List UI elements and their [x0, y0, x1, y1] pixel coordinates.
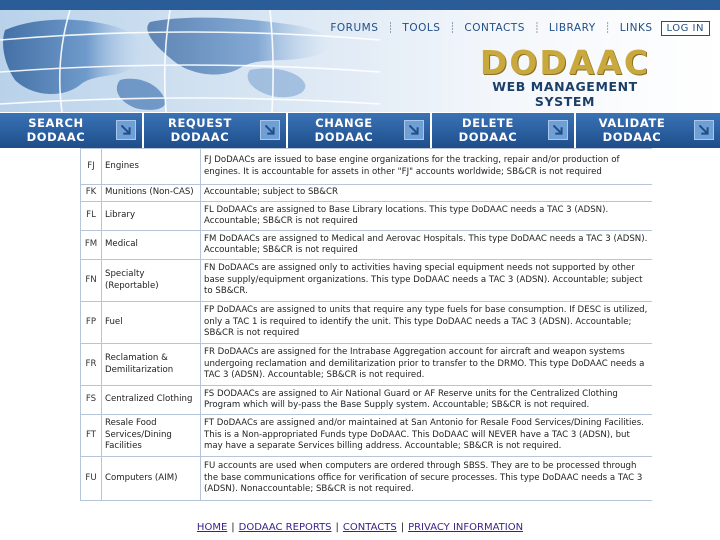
footer-separator: | — [335, 522, 339, 533]
delete-dodaac-button[interactable] — [432, 113, 576, 148]
type-code-cell: FS — [81, 386, 102, 415]
footer-dodaac-reports-link[interactable]: DODAAC REPORTS — [238, 522, 332, 533]
type-name-cell: Specialty (Reportable) — [102, 260, 201, 302]
type-name-cell: Fuel — [102, 302, 201, 344]
nav-tools-link[interactable]: TOOLS — [402, 22, 441, 34]
type-name-cell: Library — [102, 202, 201, 231]
arrow-down-right-icon — [404, 120, 424, 140]
request-dodaac-button[interactable] — [144, 113, 288, 148]
type-code-cell: FK — [81, 185, 102, 202]
action-label-line2: DODAAC — [458, 130, 518, 144]
type-code-cell: FT — [81, 415, 102, 457]
type-name-cell: Munitions (Non-CAS) — [102, 185, 201, 202]
type-code-cell: FU — [81, 457, 102, 501]
nav-separator: ┊ — [387, 22, 394, 34]
nav-separator: ┊ — [533, 22, 540, 34]
action-label-line2: DODAAC — [170, 130, 230, 144]
nav-forums-link[interactable]: FORUMS — [330, 22, 379, 34]
type-description-cell: FT DoDAACs are assigned and/or maintained at San Antonio for Resale Food Services/Dining Facilities. This is a Non-appropriated Funds type DoDAAC. This DoDAAC will NEVER have a TAC 3 (ADSN), but may have a separate Services billing address. Accountable; SB&CR is not required. — [201, 415, 653, 457]
type-description-cell: FM DoDAACs are assigned to Medical and Aerovac Hospitals. This type DoDAAC needs a TAC 3 (ADSN). Accountable; SB&CR is not required — [201, 231, 653, 260]
table-row — [81, 457, 653, 501]
type-name-cell: Computers (AIM) — [102, 457, 201, 501]
table-row — [81, 185, 653, 202]
table-row — [81, 415, 653, 457]
site-header — [0, 0, 720, 112]
validate-dodaac-button[interactable] — [576, 113, 720, 148]
action-label-line2: DODAAC — [602, 130, 662, 144]
login-button[interactable]: LOG IN — [661, 21, 710, 36]
type-name-cell: Resale Food Services/Dining Facilities — [102, 415, 201, 457]
action-label-line1: VALIDATE — [598, 116, 666, 130]
action-label-line1: DELETE — [462, 116, 514, 130]
top-nav — [330, 20, 710, 36]
search-dodaac-button[interactable] — [0, 113, 144, 148]
action-label-line2: DODAAC — [314, 130, 374, 144]
footer-privacy-link[interactable]: PRIVACY INFORMATION — [408, 522, 524, 533]
footer-contacts-link[interactable]: CONTACTS — [342, 522, 397, 533]
type-description-cell: FN DoDAACs are assigned only to activities having special equipment needs not supported by other base supply/equipment organizations. This type DoDAAC needs a TAC 3 (ADSN). Accountable; subject to SB&CR. — [201, 260, 653, 302]
type-code-cell: FN — [81, 260, 102, 302]
nav-separator: ┊ — [604, 22, 611, 34]
type-description-cell: Accountable; subject to SB&CR — [201, 185, 653, 202]
arrow-down-right-icon — [548, 120, 568, 140]
dodaac-logo: DODAAC — [479, 43, 651, 82]
table-row — [81, 302, 653, 344]
action-label-line1: CHANGE — [315, 116, 373, 130]
type-code-cell: FJ — [81, 149, 102, 185]
type-name-cell: Reclamation & Demilitarization — [102, 344, 201, 386]
arrow-down-right-icon — [116, 120, 136, 140]
table-row — [81, 344, 653, 386]
action-label-line1: REQUEST — [167, 116, 232, 130]
table-row — [81, 231, 653, 260]
type-description-cell: FP DoDAACs are assigned to units that require any type fuels for base consumption. If DESC is utilized, only a TAC 1 is required to identify the unit. This type DoDAAC needs a TAC 3 (ADSN). Accountable; SB&CR is not required — [201, 302, 653, 344]
action-label — [0, 116, 112, 144]
action-label — [576, 116, 688, 144]
table-row — [81, 149, 653, 185]
arrow-down-right-icon — [694, 120, 714, 140]
type-code-cell: FP — [81, 302, 102, 344]
type-description-cell: FJ DoDAACs are issued to base engine organizations for the tracking, repair and/or production of engines. It is accountable for assets in other "FJ" accounts worldwide; SB&CR is not required — [201, 149, 653, 185]
table-row — [81, 260, 653, 302]
type-code-cell: FL — [81, 202, 102, 231]
type-description-cell: FL DoDAACs are assigned to Base Library locations. This type DoDAAC needs a TAC 3 (ADSN). Accountable; SB&CR is not required — [201, 202, 653, 231]
type-code-cell: FM — [81, 231, 102, 260]
action-bar — [0, 113, 720, 148]
nav-separator: ┊ — [449, 22, 456, 34]
type-code-cell: FR — [81, 344, 102, 386]
globe-map-graphic — [0, 10, 380, 112]
type-description-cell: FU accounts are used when computers are ordered through SBSS. They are to be processed through the base communications office for verification of secure processes. This type DoDAAC needs a TAC 3 (ADSN). Nonaccountable; SB&CR is not required. — [201, 457, 653, 501]
site-subtitle: WEB MANAGEMENT SYSTEM — [492, 79, 638, 109]
action-label-line2: DODAAC — [26, 130, 86, 144]
action-label — [144, 116, 256, 144]
arrow-down-right-icon — [260, 120, 280, 140]
nav-links-link[interactable]: LINKS — [619, 22, 653, 34]
type-description-cell: FS DODAACs are assigned to Air National Guard or AF Reserve units for the Centralized Clothing Program which will by-pass the Base Supply system. Accountable; SB&CR is not required. — [201, 386, 653, 415]
table-row — [81, 386, 653, 415]
type-description-cell: FR DoDAACs are assigned for the Intrabase Aggregation account for aircraft and weapon systems undergoing reclamation and demilitarization prior to transfer to the DRMO. This type DoDAAC needs a TAC 3 (ADSN). Accountable; SB&CR is not required. — [201, 344, 653, 386]
nav-contacts-link[interactable]: CONTACTS — [464, 22, 525, 34]
footer-home-link[interactable]: HOME — [196, 522, 228, 533]
type-name-cell: Engines — [102, 149, 201, 185]
nav-library-link[interactable]: LIBRARY — [548, 22, 596, 34]
table-row — [81, 202, 653, 231]
change-dodaac-button[interactable] — [288, 113, 432, 148]
action-label-line1: SEARCH — [28, 116, 84, 130]
footer-separator: | — [231, 522, 235, 533]
type-name-cell: Medical — [102, 231, 201, 260]
dodaac-type-table — [80, 148, 652, 501]
type-name-cell: Centralized Clothing — [102, 386, 201, 415]
header-top-stripe — [0, 0, 720, 10]
footer-separator: | — [400, 522, 405, 533]
dodaac-type-table-container — [80, 148, 652, 510]
action-label — [288, 116, 400, 144]
footer-links — [0, 522, 720, 533]
action-label — [432, 116, 544, 144]
